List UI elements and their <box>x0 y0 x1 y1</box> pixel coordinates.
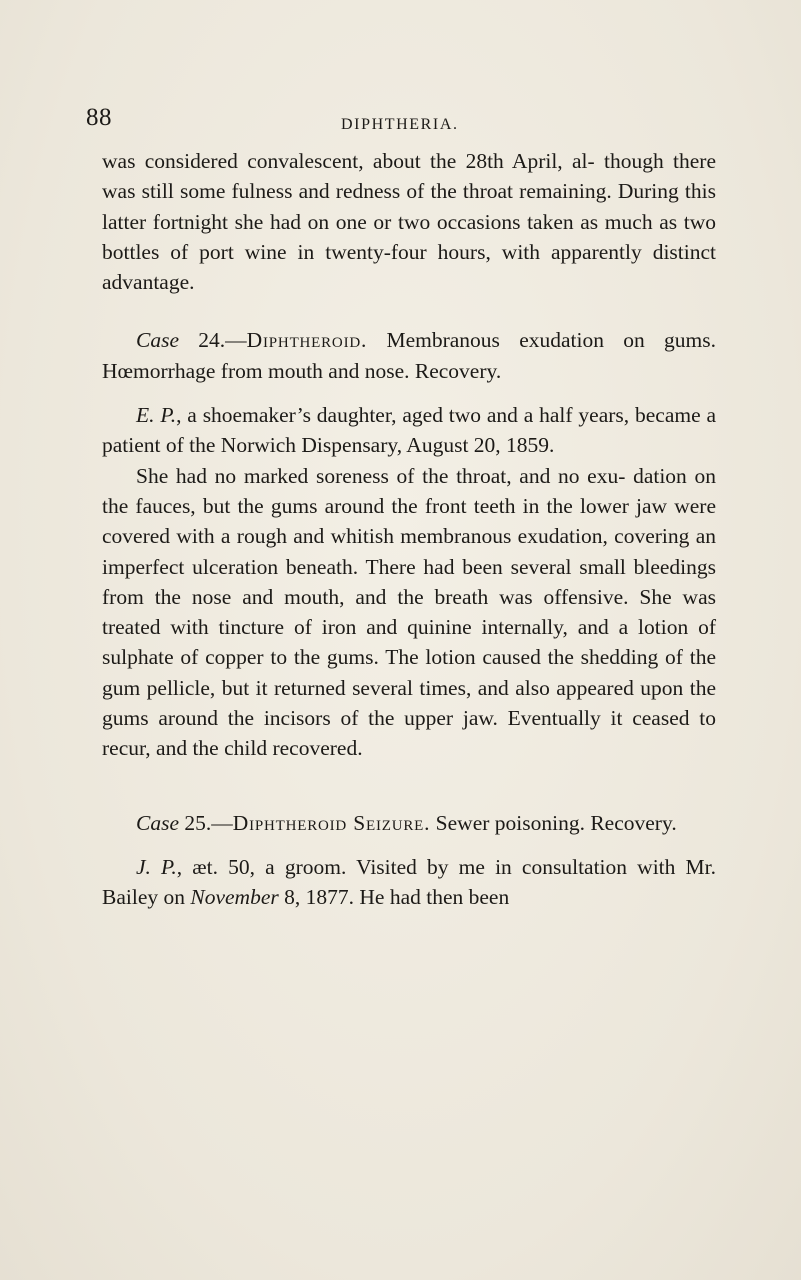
visit-month: November <box>190 885 279 910</box>
patient-jp-description: , æt. 50, a groom. Visited by me in consultation with Mr. Bailey on <box>102 854 716 910</box>
case-25-summary: Sewer poisoning. Recovery. <box>430 810 677 835</box>
paragraph-convalescence: was considered convalescent, about the 28th April, al- though there was still some fulness and redness of the throat remaining. During this latter fortnight she had on one or two occasions taken as much as two bottles of port wine in twenty-four hours, with apparently distinct advantage. <box>102 149 716 295</box>
patient-initials-jp: J. P. <box>136 854 177 879</box>
body-text <box>102 146 716 913</box>
case-25-number: 25.— <box>184 810 233 835</box>
paragraph-patient-jp <box>102 852 716 913</box>
case-24-label: Case <box>136 328 179 353</box>
case-25-heading <box>102 808 716 838</box>
case-25-label: Case <box>136 810 179 835</box>
patient-initials-ep: E. P. <box>136 403 177 428</box>
page-number: 88 <box>86 104 112 131</box>
patient-jp-continuation: 8, 1877. He had then been <box>278 885 510 910</box>
case-24-number: 24.— <box>198 328 247 353</box>
case-25-type: Diphtheroid Seizure. <box>232 810 431 835</box>
paragraph-case-24-details: She had no marked soreness of the throat, and no exu- dation on the fauces, but the gums around the front teeth in the lower jaw were covered with a rough and whitish membranous exudation, covering an imperfect ulceration beneath. There had been several small bleedings from the nose and mouth, and the breath was offensive. She was treated with tincture of iron and quinine internally, and a lotion of sulphate of copper to the gums. The lotion caused the shedding of the gum pellicle, but it returned several times, and also appeared upon the gums around the incisors of the upper jaw. Eventually it ceased to recur, and the child recovered. <box>102 463 716 761</box>
patient-ep-description: , a shoemaker’s daughter, aged two and a half years, became a patient of the Norwich Dispensary, August 20, 1859. <box>102 403 717 458</box>
paragraph-patient-ep <box>102 400 716 461</box>
case-24-type: Diphtheroid. <box>246 328 368 353</box>
case-24-heading <box>102 325 716 386</box>
running-head <box>86 104 726 138</box>
running-title: DIPHTHERIA. <box>341 116 459 133</box>
case-24-summary: Membranous exudation on gums. Hœmorrhage from mouth and nose. Recovery. <box>102 328 717 383</box>
